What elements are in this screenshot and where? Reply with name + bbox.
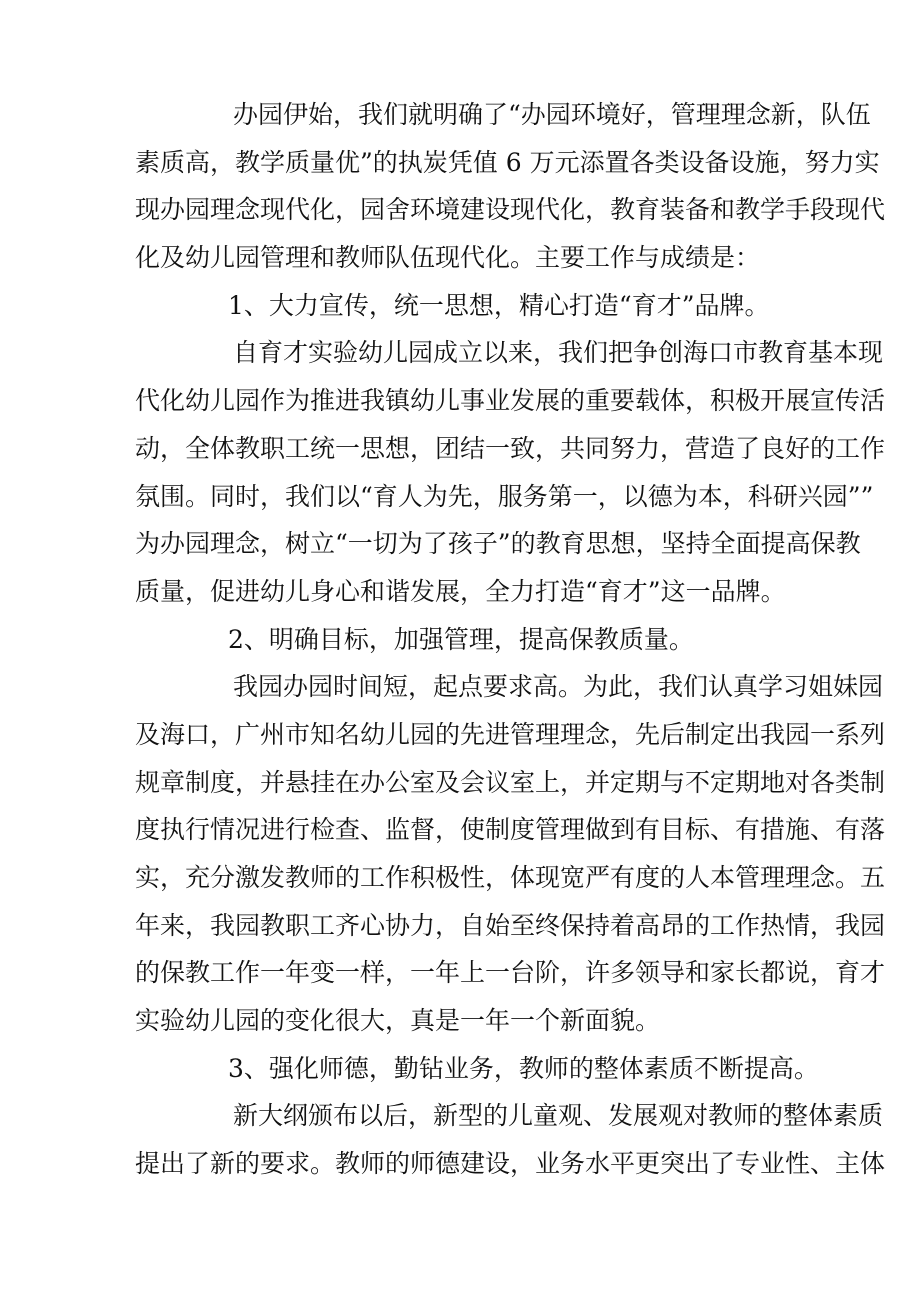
section-heading	[135, 282, 797, 330]
text-line: 素质高，教学质量优”的执炭凭值 6 万元添置各类设备设施，努力实	[135, 147, 880, 177]
text-line: 2、明确目标，加强管理，提高保教质量。	[228, 624, 694, 654]
text-line: 提出了新的要求。教师的师德建设，业务水平更突出了专业性、主体	[135, 1149, 886, 1179]
paragraph	[135, 1092, 886, 1187]
text-line: 规章制度，并悬挂在办公室及会议室上，并定期与不定期地对各类制	[135, 767, 886, 797]
text-line: 动，全体教职工统一思想，团结一致，共同努力，营造了良好的工作	[135, 433, 886, 463]
text-line: 代化幼儿园作为推进我镇幼儿事业发展的重要载体，积极开展宣传活	[135, 386, 886, 416]
text-line: 我园办园时间短，起点要求高。为此，我们认真学习姐妹园	[233, 672, 884, 702]
text-line: 3、强化师德，勤钻业务，教师的整体素质不断提高。	[228, 1053, 819, 1083]
paragraph	[135, 91, 886, 282]
paragraph	[135, 329, 886, 615]
text-line: 为办园理念，树立“一切为了孩子”的教育思想，坚持全面提高保教	[135, 529, 861, 559]
section-heading	[135, 616, 797, 664]
document-page	[135, 91, 886, 1188]
text-line: 1、大力宣传，统一思想，精心打造“育才”品牌。	[228, 290, 770, 320]
text-line: 现办园理念现代化，园舍环境建设现代化，教育装备和教学手段现代	[135, 195, 886, 225]
text-line: 度执行情况进行检查、监督，使制度管理做到有目标、有措施、有落	[135, 815, 886, 845]
text-line: 及海口，广州市知名幼儿园的先进管理理念，先后制定出我园一系列	[135, 719, 886, 749]
text-line: 新大纲颁布以后，新型的儿童观、发展观对教师的整体素质	[233, 1101, 884, 1131]
paragraph	[135, 663, 886, 1045]
text-line: 质量，促进幼儿身心和谐发展，全力打造“育才”这一品牌。	[135, 576, 786, 606]
text-line: 办园伊始，我们就明确了“办园环境好，管理理念新，队伍	[233, 100, 871, 129]
text-line: 化及幼儿园管理和教师队伍现代化。主要工作与成绩是：	[135, 243, 761, 273]
text-line: 实验幼儿园的变化很大，真是一年一个新面貌。	[135, 1006, 661, 1036]
section-heading	[135, 1045, 819, 1093]
text-line: 实，充分激发教师的工作积极性，体现宽严有度的人本管理理念。五	[135, 863, 886, 892]
text-line: 年来，我园教职工齐心协力，自始至终保持着高昂的工作热情，我园	[135, 910, 886, 940]
text-line: 氛围。同时，我们以“育人为先，服务第一，以德为本，科研兴园””	[135, 481, 874, 511]
text-line: 的保教工作一年变一样，一年上一台阶，许多领导和家长都说，育才	[135, 958, 886, 988]
text-line: 自育才实验幼儿园成立以来，我们把争创海口市教育基本现	[233, 338, 884, 368]
